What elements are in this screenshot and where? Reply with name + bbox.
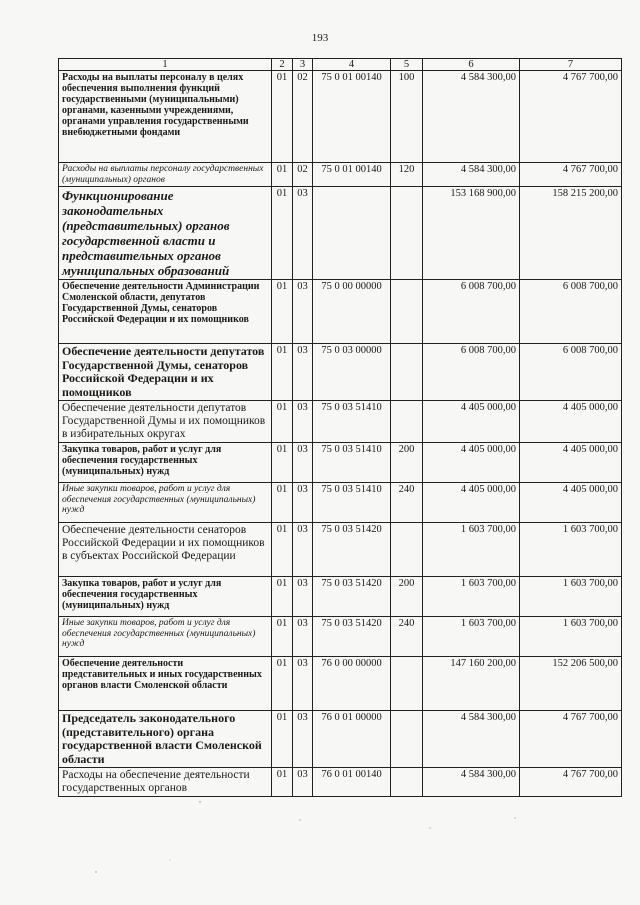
row-col4-cell: 75 0 01 00140	[313, 71, 391, 163]
row-col7-cell: 4 767 700,00	[520, 768, 622, 797]
table-row	[59, 577, 622, 617]
budget-table	[58, 58, 622, 797]
row-col6-cell: 4 405 000,00	[423, 483, 520, 523]
row-col5-cell	[391, 657, 423, 711]
row-col4-cell: 76 0 01 00140	[313, 768, 391, 797]
row-col2-cell: 01	[272, 280, 293, 344]
header-col-3: 3	[293, 59, 313, 71]
row-col7-cell: 1 603 700,00	[520, 577, 622, 617]
row-col6-cell: 6 008 700,00	[423, 280, 520, 344]
row-col2-cell: 01	[272, 711, 293, 768]
row-col6-cell: 4 584 300,00	[423, 71, 520, 163]
row-col7-cell: 4 767 700,00	[520, 711, 622, 768]
row-col6-cell: 4 584 300,00	[423, 768, 520, 797]
row-col5-cell: 240	[391, 483, 423, 523]
row-col3-cell: 03	[293, 187, 313, 280]
row-col3-cell: 03	[293, 443, 313, 483]
row-col7-cell: 6 008 700,00	[520, 280, 622, 344]
row-col5-cell	[391, 711, 423, 768]
row-col4-cell: 75 0 00 00000	[313, 280, 391, 344]
row-name-cell: Расходы на выплаты персоналу государственных (муниципальных) органов	[59, 163, 272, 187]
row-col4-cell: 76 0 01 00000	[313, 711, 391, 768]
row-col5-cell	[391, 401, 423, 443]
table-row	[59, 187, 622, 280]
table-row	[59, 523, 622, 577]
table-row	[59, 280, 622, 344]
table-row	[59, 443, 622, 483]
row-col5-cell: 120	[391, 163, 423, 187]
row-col4-cell: 75 0 03 51410	[313, 443, 391, 483]
row-col7-cell: 4 405 000,00	[520, 443, 622, 483]
row-col4-cell: 75 0 03 51420	[313, 617, 391, 657]
header-col-1: 1	[59, 59, 272, 71]
table-row	[59, 711, 622, 768]
row-col4-cell: 75 0 03 51410	[313, 401, 391, 443]
row-col6-cell: 6 008 700,00	[423, 344, 520, 401]
row-col2-cell: 01	[272, 768, 293, 797]
row-col2-cell: 01	[272, 71, 293, 163]
row-col7-cell: 4 767 700,00	[520, 163, 622, 187]
row-col5-cell	[391, 187, 423, 280]
row-col2-cell: 01	[272, 657, 293, 711]
row-name-cell: Расходы на выплаты персоналу в целях обеспечения выполнения функций государственными (муниципальными) органами, казенными учреждениями, органами управления государственными внебюджетными фондами	[59, 71, 272, 163]
row-name-cell: Обеспечение деятельности представительных и иных государственных органов власти Смоленской области	[59, 657, 272, 711]
row-name-cell: Расходы на обеспечение деятельности государственных органов	[59, 768, 272, 797]
table-row	[59, 657, 622, 711]
row-col2-cell: 01	[272, 617, 293, 657]
row-col7-cell: 4 767 700,00	[520, 71, 622, 163]
row-col5-cell	[391, 768, 423, 797]
table-row	[59, 483, 622, 523]
row-name-cell: Функционирование законодательных (представительных) органов государственной власти и представительных органов муниципальных образований	[59, 187, 272, 280]
row-col4-cell	[313, 187, 391, 280]
row-col5-cell	[391, 523, 423, 577]
row-col6-cell: 147 160 200,00	[423, 657, 520, 711]
row-col3-cell: 03	[293, 401, 313, 443]
row-col3-cell: 03	[293, 617, 313, 657]
header-col-4: 4	[313, 59, 391, 71]
row-col4-cell: 75 0 03 51420	[313, 577, 391, 617]
row-col6-cell: 4 584 300,00	[423, 711, 520, 768]
table-body	[59, 71, 622, 797]
row-name-cell: Иные закупки товаров, работ и услуг для обеспечения государственных (муниципальных) нужд	[59, 483, 272, 523]
row-col5-cell	[391, 280, 423, 344]
row-col2-cell: 01	[272, 443, 293, 483]
table-row	[59, 163, 622, 187]
row-name-cell: Председатель законодательного (представительного) органа государственной власти Смоленской области	[59, 711, 272, 768]
row-col3-cell: 02	[293, 71, 313, 163]
row-name-cell: Обеспечение деятельности депутатов Государственной Думы и их помощников в избирательных округах	[59, 401, 272, 443]
row-col6-cell: 4 584 300,00	[423, 163, 520, 187]
row-col6-cell: 1 603 700,00	[423, 617, 520, 657]
row-col2-cell: 01	[272, 483, 293, 523]
table-row	[59, 768, 622, 797]
table-row	[59, 344, 622, 401]
row-name-cell: Иные закупки товаров, работ и услуг для обеспечения государственных (муниципальных) нужд	[59, 617, 272, 657]
page-number: 193	[311, 32, 329, 44]
row-col4-cell: 75 0 03 00000	[313, 344, 391, 401]
header-col-7: 7	[520, 59, 622, 71]
row-col7-cell: 1 603 700,00	[520, 617, 622, 657]
header-row	[59, 59, 622, 71]
header-col-2: 2	[272, 59, 293, 71]
row-col5-cell: 100	[391, 71, 423, 163]
row-col7-cell: 158 215 200,00	[520, 187, 622, 280]
table-row	[59, 71, 622, 163]
row-col2-cell: 01	[272, 577, 293, 617]
row-col5-cell: 200	[391, 443, 423, 483]
row-col2-cell: 01	[272, 187, 293, 280]
row-col3-cell: 03	[293, 657, 313, 711]
header-col-5: 5	[391, 59, 423, 71]
row-col6-cell: 1 603 700,00	[423, 523, 520, 577]
row-col3-cell: 03	[293, 711, 313, 768]
row-name-cell: Обеспечение деятельности сенаторов Российской Федерации и их помощников в субъектах Российской Федерации	[59, 523, 272, 577]
row-col3-cell: 02	[293, 163, 313, 187]
row-name-cell: Обеспечение деятельности Администрации Смоленской области, депутатов Государственной Думы, сенаторов Российской Федерации и их помощников	[59, 280, 272, 344]
row-col4-cell: 75 0 01 00140	[313, 163, 391, 187]
row-col4-cell: 75 0 03 51420	[313, 523, 391, 577]
row-col7-cell: 152 206 500,00	[520, 657, 622, 711]
row-name-cell: Закупка товаров, работ и услуг для обеспечения государственных (муниципальных) нужд	[59, 577, 272, 617]
row-col3-cell: 03	[293, 523, 313, 577]
row-name-cell: Обеспечение деятельности депутатов Государственной Думы, сенаторов Российской Федерации и их помощников	[59, 344, 272, 401]
row-col6-cell: 4 405 000,00	[423, 401, 520, 443]
row-col7-cell: 1 603 700,00	[520, 523, 622, 577]
row-col2-cell: 01	[272, 401, 293, 443]
row-col4-cell: 75 0 03 51410	[313, 483, 391, 523]
row-col3-cell: 03	[293, 768, 313, 797]
row-col5-cell: 200	[391, 577, 423, 617]
row-col7-cell: 4 405 000,00	[520, 483, 622, 523]
row-col6-cell: 4 405 000,00	[423, 443, 520, 483]
table-row	[59, 617, 622, 657]
header-col-6: 6	[423, 59, 520, 71]
row-name-cell: Закупка товаров, работ и услуг для обеспечения государственных (муниципальных) нужд	[59, 443, 272, 483]
row-col7-cell: 4 405 000,00	[520, 401, 622, 443]
row-col3-cell: 03	[293, 577, 313, 617]
row-col7-cell: 6 008 700,00	[520, 344, 622, 401]
row-col2-cell: 01	[272, 163, 293, 187]
row-col5-cell: 240	[391, 617, 423, 657]
row-col3-cell: 03	[293, 344, 313, 401]
row-col3-cell: 03	[293, 280, 313, 344]
row-col3-cell: 03	[293, 483, 313, 523]
row-col4-cell: 76 0 00 00000	[313, 657, 391, 711]
row-col5-cell	[391, 344, 423, 401]
row-col6-cell: 153 168 900,00	[423, 187, 520, 280]
row-col2-cell: 01	[272, 523, 293, 577]
table-row	[59, 401, 622, 443]
row-col2-cell: 01	[272, 344, 293, 401]
row-col6-cell: 1 603 700,00	[423, 577, 520, 617]
